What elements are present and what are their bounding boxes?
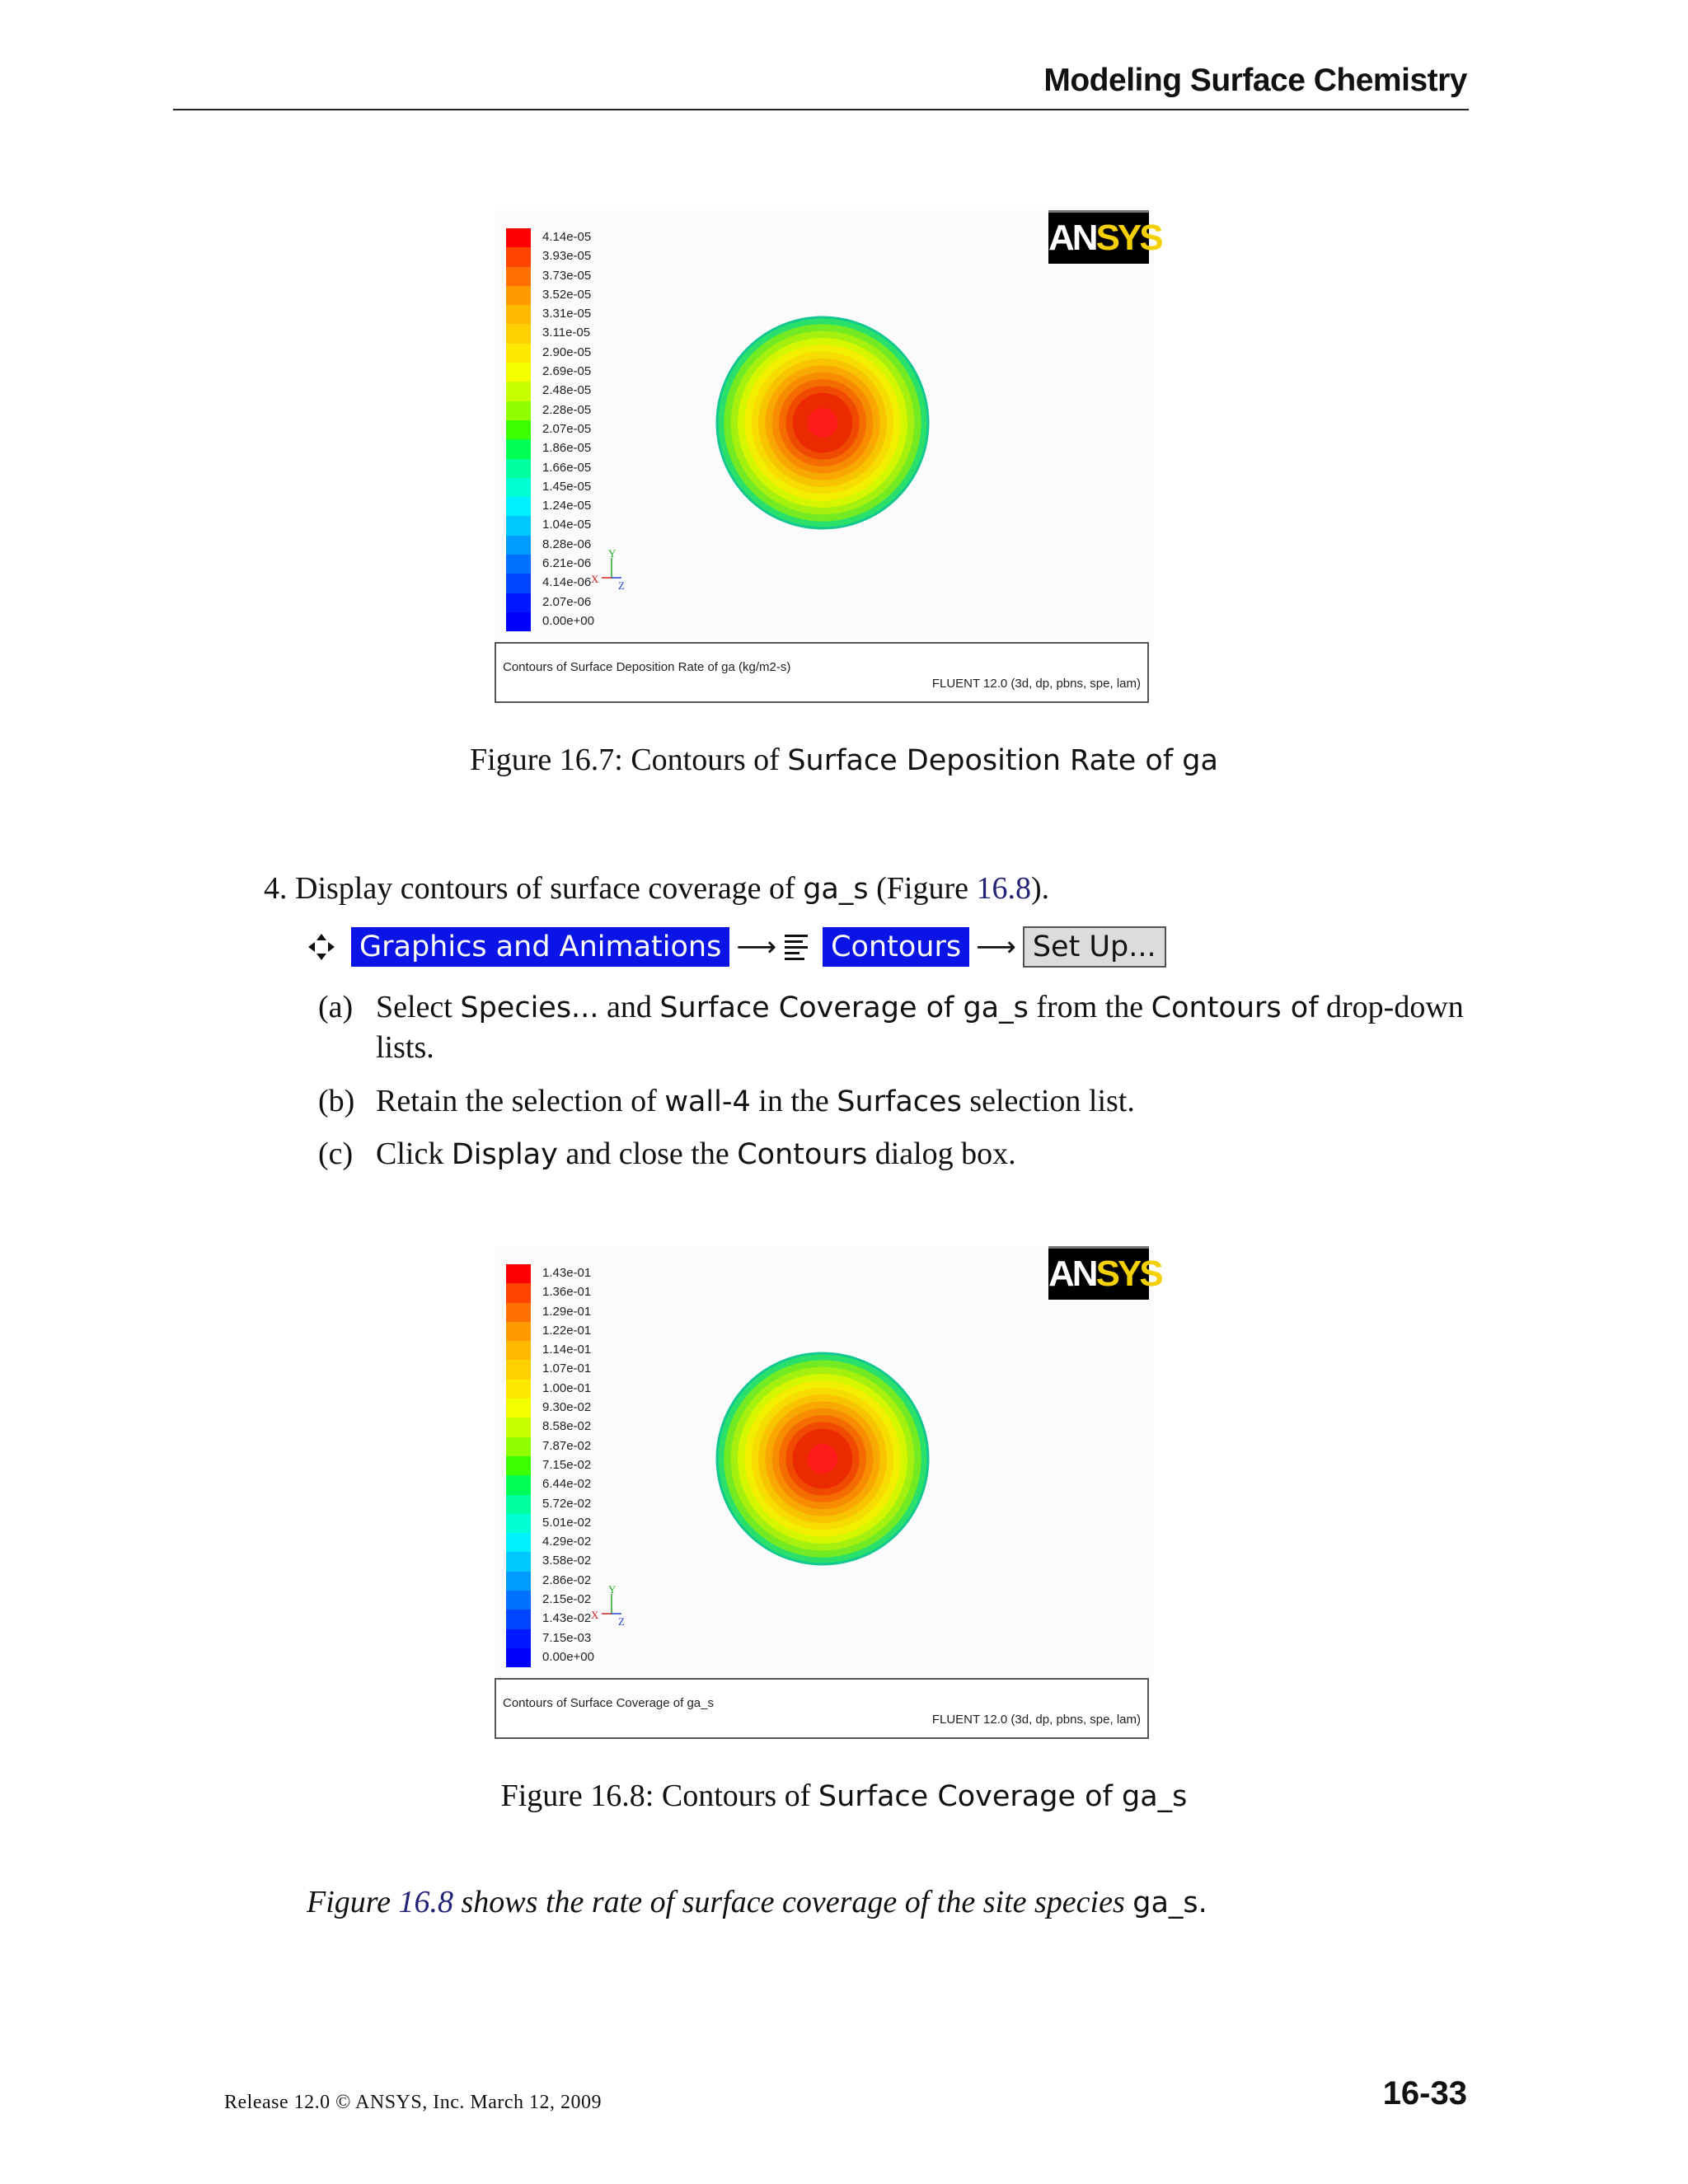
legend-label: 2.07e-05 bbox=[542, 421, 592, 436]
legend-row bbox=[506, 382, 597, 401]
legend-swatch bbox=[506, 555, 531, 574]
ui-term: Contours of bbox=[1151, 991, 1319, 1024]
legend-label: 5.72e-02 bbox=[542, 1496, 592, 1511]
contours-list-icon bbox=[783, 931, 811, 963]
move-arrows-icon bbox=[307, 932, 336, 962]
legend-swatch bbox=[506, 1591, 531, 1610]
legend-swatch bbox=[506, 612, 531, 631]
legend-label: 1.14e-01 bbox=[542, 1343, 592, 1357]
legend-label: 1.86e-05 bbox=[542, 441, 592, 456]
legend-row bbox=[506, 1283, 597, 1302]
axis-z-label: Z bbox=[618, 579, 625, 591]
legend-swatch bbox=[506, 1533, 531, 1552]
legend-label: 1.22e-01 bbox=[542, 1323, 592, 1338]
legend-label: 1.00e-01 bbox=[542, 1380, 592, 1395]
legend-row bbox=[506, 1380, 597, 1399]
legend-swatch bbox=[506, 478, 531, 497]
figure-link[interactable]: 16.8 bbox=[398, 1885, 454, 1919]
ui-term: Surfaces bbox=[837, 1085, 962, 1118]
legend-row bbox=[506, 1322, 597, 1341]
ui-term: Surface Coverage of ga_s bbox=[659, 991, 1029, 1024]
figure-16-7 bbox=[495, 210, 1161, 691]
legend-row bbox=[506, 267, 597, 286]
ui-term: Display bbox=[451, 1138, 558, 1171]
legend-row bbox=[506, 593, 597, 612]
legend-label: 3.52e-05 bbox=[542, 287, 592, 302]
legend-swatch bbox=[506, 1380, 531, 1399]
legend-row bbox=[506, 1552, 597, 1571]
legend-swatch bbox=[506, 305, 531, 324]
contour-disk bbox=[715, 1352, 930, 1566]
substep-marker: (b) bbox=[318, 1084, 355, 1118]
graphics-and-animations-button[interactable]: Graphics and Animations bbox=[351, 927, 729, 967]
legend-row bbox=[506, 305, 597, 324]
legend-label: 2.28e-05 bbox=[542, 402, 592, 417]
legend-swatch bbox=[506, 286, 531, 305]
legend-swatch bbox=[506, 516, 531, 535]
legend-label: 3.93e-05 bbox=[542, 249, 592, 264]
legend-label: 3.11e-05 bbox=[542, 326, 591, 340]
legend-swatch bbox=[506, 1399, 531, 1418]
legend-swatch bbox=[506, 1418, 531, 1436]
legend-swatch bbox=[506, 1303, 531, 1322]
legend-row bbox=[506, 1418, 597, 1436]
legend-swatch bbox=[506, 1572, 531, 1591]
legend-label: 4.14e-06 bbox=[542, 575, 592, 590]
substep-marker: (a) bbox=[318, 990, 354, 1024]
legend-row bbox=[506, 363, 597, 382]
legend-row bbox=[506, 1495, 597, 1514]
legend-label: 5.01e-02 bbox=[542, 1515, 592, 1530]
legend-label: 1.36e-01 bbox=[542, 1285, 592, 1300]
set-up-button[interactable]: Set Up... bbox=[1023, 926, 1166, 968]
legend-row bbox=[506, 439, 597, 458]
figure-caption: Figure 16.8: Contours of Surface Coverage of ga_s bbox=[500, 1779, 1188, 1813]
axis-triad bbox=[579, 550, 628, 591]
legend-swatch bbox=[506, 1437, 531, 1456]
substep-fragment: in the bbox=[750, 1084, 837, 1118]
substep-fragment: and bbox=[598, 990, 660, 1024]
figure-16-8 bbox=[495, 1246, 1161, 1727]
legend-label: 1.43e-02 bbox=[542, 1611, 592, 1626]
legend-swatch bbox=[506, 1341, 531, 1360]
legend-label: 0.00e+00 bbox=[542, 613, 594, 628]
footer-release: Release 12.0 © ANSYS, Inc. March 12, 2009 bbox=[224, 2092, 603, 2113]
contour-core bbox=[808, 1444, 837, 1474]
axis-y-label: Y bbox=[608, 1586, 617, 1596]
legend-label: 3.58e-02 bbox=[542, 1554, 592, 1568]
legend-swatch bbox=[506, 1552, 531, 1571]
arrow-icon: ⟶ bbox=[976, 930, 1016, 963]
legend-row bbox=[506, 420, 597, 439]
legend-label: 7.87e-02 bbox=[542, 1438, 592, 1453]
legend-swatch bbox=[506, 401, 531, 420]
substep-fragment: and close the bbox=[557, 1137, 738, 1171]
figure-note: Figure 16.8 shows the rate of surface coverage of the site species ga_s. bbox=[307, 1885, 1207, 1919]
axis-x-label: X bbox=[591, 1609, 599, 1621]
legend-row bbox=[506, 1303, 597, 1322]
legend-swatch bbox=[506, 439, 531, 458]
legend-label: 7.15e-02 bbox=[542, 1457, 592, 1472]
legend-swatch bbox=[506, 1322, 531, 1341]
legend-swatch bbox=[506, 593, 531, 612]
plot-title-box bbox=[495, 642, 1149, 703]
legend-row bbox=[506, 247, 597, 266]
ui-term: Contours bbox=[737, 1138, 868, 1171]
legend-swatch bbox=[506, 1475, 531, 1494]
legend-swatch bbox=[506, 1629, 531, 1648]
figure-link[interactable]: 16.8 bbox=[976, 871, 1031, 906]
legend-label: 2.15e-02 bbox=[542, 1592, 592, 1607]
legend-row bbox=[506, 1456, 597, 1475]
axis-z-label: Z bbox=[618, 1615, 625, 1627]
arrow-icon: ⟶ bbox=[736, 930, 777, 963]
axis-triad bbox=[579, 1586, 628, 1627]
axis-y-label: Y bbox=[608, 550, 617, 560]
legend-row bbox=[506, 516, 597, 535]
legend-swatch bbox=[506, 1610, 531, 1629]
legend-swatch bbox=[506, 1360, 531, 1379]
legend-row bbox=[506, 344, 597, 363]
legend-label: 2.90e-05 bbox=[542, 344, 592, 359]
substep-fragment: Click bbox=[376, 1137, 452, 1171]
legend-label: 1.43e-01 bbox=[542, 1266, 592, 1280]
legend-swatch bbox=[506, 324, 531, 343]
menu-path bbox=[307, 921, 1166, 972]
substep-a bbox=[318, 987, 1472, 1070]
figure-caption: Figure 16.7: Contours of Surface Deposition Rate of ga bbox=[470, 743, 1218, 777]
legend-label: 2.07e-06 bbox=[542, 594, 592, 609]
legend-label: 8.28e-06 bbox=[542, 537, 592, 551]
legend-label: 2.86e-02 bbox=[542, 1572, 592, 1587]
legend-swatch bbox=[506, 420, 531, 439]
substep-b bbox=[318, 1081, 1472, 1122]
running-header: Modeling Surface Chemistry bbox=[1043, 63, 1467, 98]
legend-label: 8.58e-02 bbox=[542, 1419, 592, 1434]
legend-swatch bbox=[506, 382, 531, 401]
legend-label: 3.31e-05 bbox=[542, 307, 592, 321]
substep-marker: (c) bbox=[318, 1137, 354, 1171]
legend-row bbox=[506, 1399, 597, 1418]
legend-row bbox=[506, 324, 597, 343]
solver-info: FLUENT 12.0 (3d, dp, pbns, spe, lam) bbox=[931, 677, 1141, 691]
legend-row bbox=[506, 1437, 597, 1456]
legend-swatch bbox=[506, 574, 531, 593]
legend-label: 1.24e-05 bbox=[542, 499, 592, 513]
legend-label: 1.07e-01 bbox=[542, 1361, 592, 1376]
legend-label: 7.15e-03 bbox=[542, 1630, 592, 1645]
substep-fragment: Retain the selection of bbox=[376, 1084, 665, 1118]
legend-row bbox=[506, 612, 597, 631]
substep-text bbox=[376, 987, 1472, 1067]
legend-row bbox=[506, 1264, 597, 1283]
legend-label: 6.44e-02 bbox=[542, 1477, 592, 1492]
legend-swatch bbox=[506, 344, 531, 363]
solver-info: FLUENT 12.0 (3d, dp, pbns, spe, lam) bbox=[931, 1713, 1141, 1727]
substep-text bbox=[376, 1081, 1472, 1122]
axis-x-label: X bbox=[591, 573, 599, 585]
legend-row bbox=[506, 1533, 597, 1552]
contour-core bbox=[808, 408, 837, 438]
legend-row bbox=[506, 478, 597, 497]
legend-label: 1.29e-01 bbox=[542, 1304, 592, 1319]
page-number: 16-33 bbox=[1382, 2075, 1467, 2111]
legend-row bbox=[506, 1514, 597, 1533]
legend-label: 0.00e+00 bbox=[542, 1649, 594, 1664]
plot-title-box bbox=[495, 1678, 1149, 1739]
ansys-logo: ANSYS bbox=[1048, 210, 1149, 264]
legend-swatch bbox=[506, 267, 531, 286]
legend-row bbox=[506, 1475, 597, 1494]
legend-row bbox=[506, 497, 597, 516]
legend-swatch bbox=[506, 363, 531, 382]
legend-row bbox=[506, 459, 597, 478]
substep-fragment: selection list. bbox=[961, 1084, 1135, 1118]
legend-swatch bbox=[506, 1648, 531, 1667]
contour-plot-canvas bbox=[495, 1246, 1161, 1727]
legend-label: 1.45e-05 bbox=[542, 479, 592, 494]
substep-fragment: drop-down lists. bbox=[376, 990, 1464, 1065]
legend-swatch bbox=[506, 497, 531, 516]
legend-label: 4.14e-05 bbox=[542, 230, 592, 244]
ui-term: wall-4 bbox=[664, 1085, 751, 1118]
legend-label: 4.29e-02 bbox=[542, 1535, 592, 1549]
legend-row bbox=[506, 1629, 597, 1648]
legend-row bbox=[506, 1341, 597, 1360]
legend-swatch bbox=[506, 1283, 531, 1302]
plot-title: Contours of Surface Coverage of ga_s bbox=[503, 1696, 714, 1710]
legend-label: 2.69e-05 bbox=[542, 364, 592, 379]
legend-label: 9.30e-02 bbox=[542, 1400, 592, 1415]
legend-label: 1.04e-05 bbox=[542, 518, 592, 532]
legend-swatch bbox=[506, 459, 531, 478]
legend-swatch bbox=[506, 536, 531, 555]
legend-label: 3.73e-05 bbox=[542, 268, 592, 283]
legend-swatch bbox=[506, 1264, 531, 1283]
contours-button[interactable]: Contours bbox=[823, 927, 969, 967]
legend-swatch bbox=[506, 1495, 531, 1514]
substep-fragment: from the bbox=[1028, 990, 1151, 1024]
legend-label: 6.21e-06 bbox=[542, 556, 592, 571]
legend-label: 2.48e-05 bbox=[542, 383, 592, 398]
ui-term: Species... bbox=[460, 991, 599, 1024]
plot-title: Contours of Surface Deposition Rate of ga (kg/m2-s) bbox=[503, 660, 791, 674]
legend-row bbox=[506, 1360, 597, 1379]
header-rule bbox=[173, 109, 1469, 110]
ansys-logo: ANSYS bbox=[1048, 1246, 1149, 1300]
contour-disk bbox=[715, 316, 930, 530]
substep-text bbox=[376, 1134, 1472, 1174]
legend-row bbox=[506, 401, 597, 420]
substep-c bbox=[318, 1134, 1472, 1175]
legend-row bbox=[506, 286, 597, 305]
substep-fragment: Select bbox=[376, 990, 461, 1024]
legend-swatch bbox=[506, 247, 531, 266]
legend-swatch bbox=[506, 228, 531, 247]
legend-row bbox=[506, 228, 597, 247]
legend-label: 1.66e-05 bbox=[542, 460, 592, 475]
legend-swatch bbox=[506, 1514, 531, 1533]
substep-fragment: dialog box. bbox=[867, 1137, 1016, 1171]
legend-swatch bbox=[506, 1456, 531, 1475]
step-4: 4. Display contours of surface coverage of ga_s (Figure 16.8). bbox=[264, 871, 1050, 906]
contour-plot-canvas bbox=[495, 210, 1161, 691]
legend-row bbox=[506, 1648, 597, 1667]
